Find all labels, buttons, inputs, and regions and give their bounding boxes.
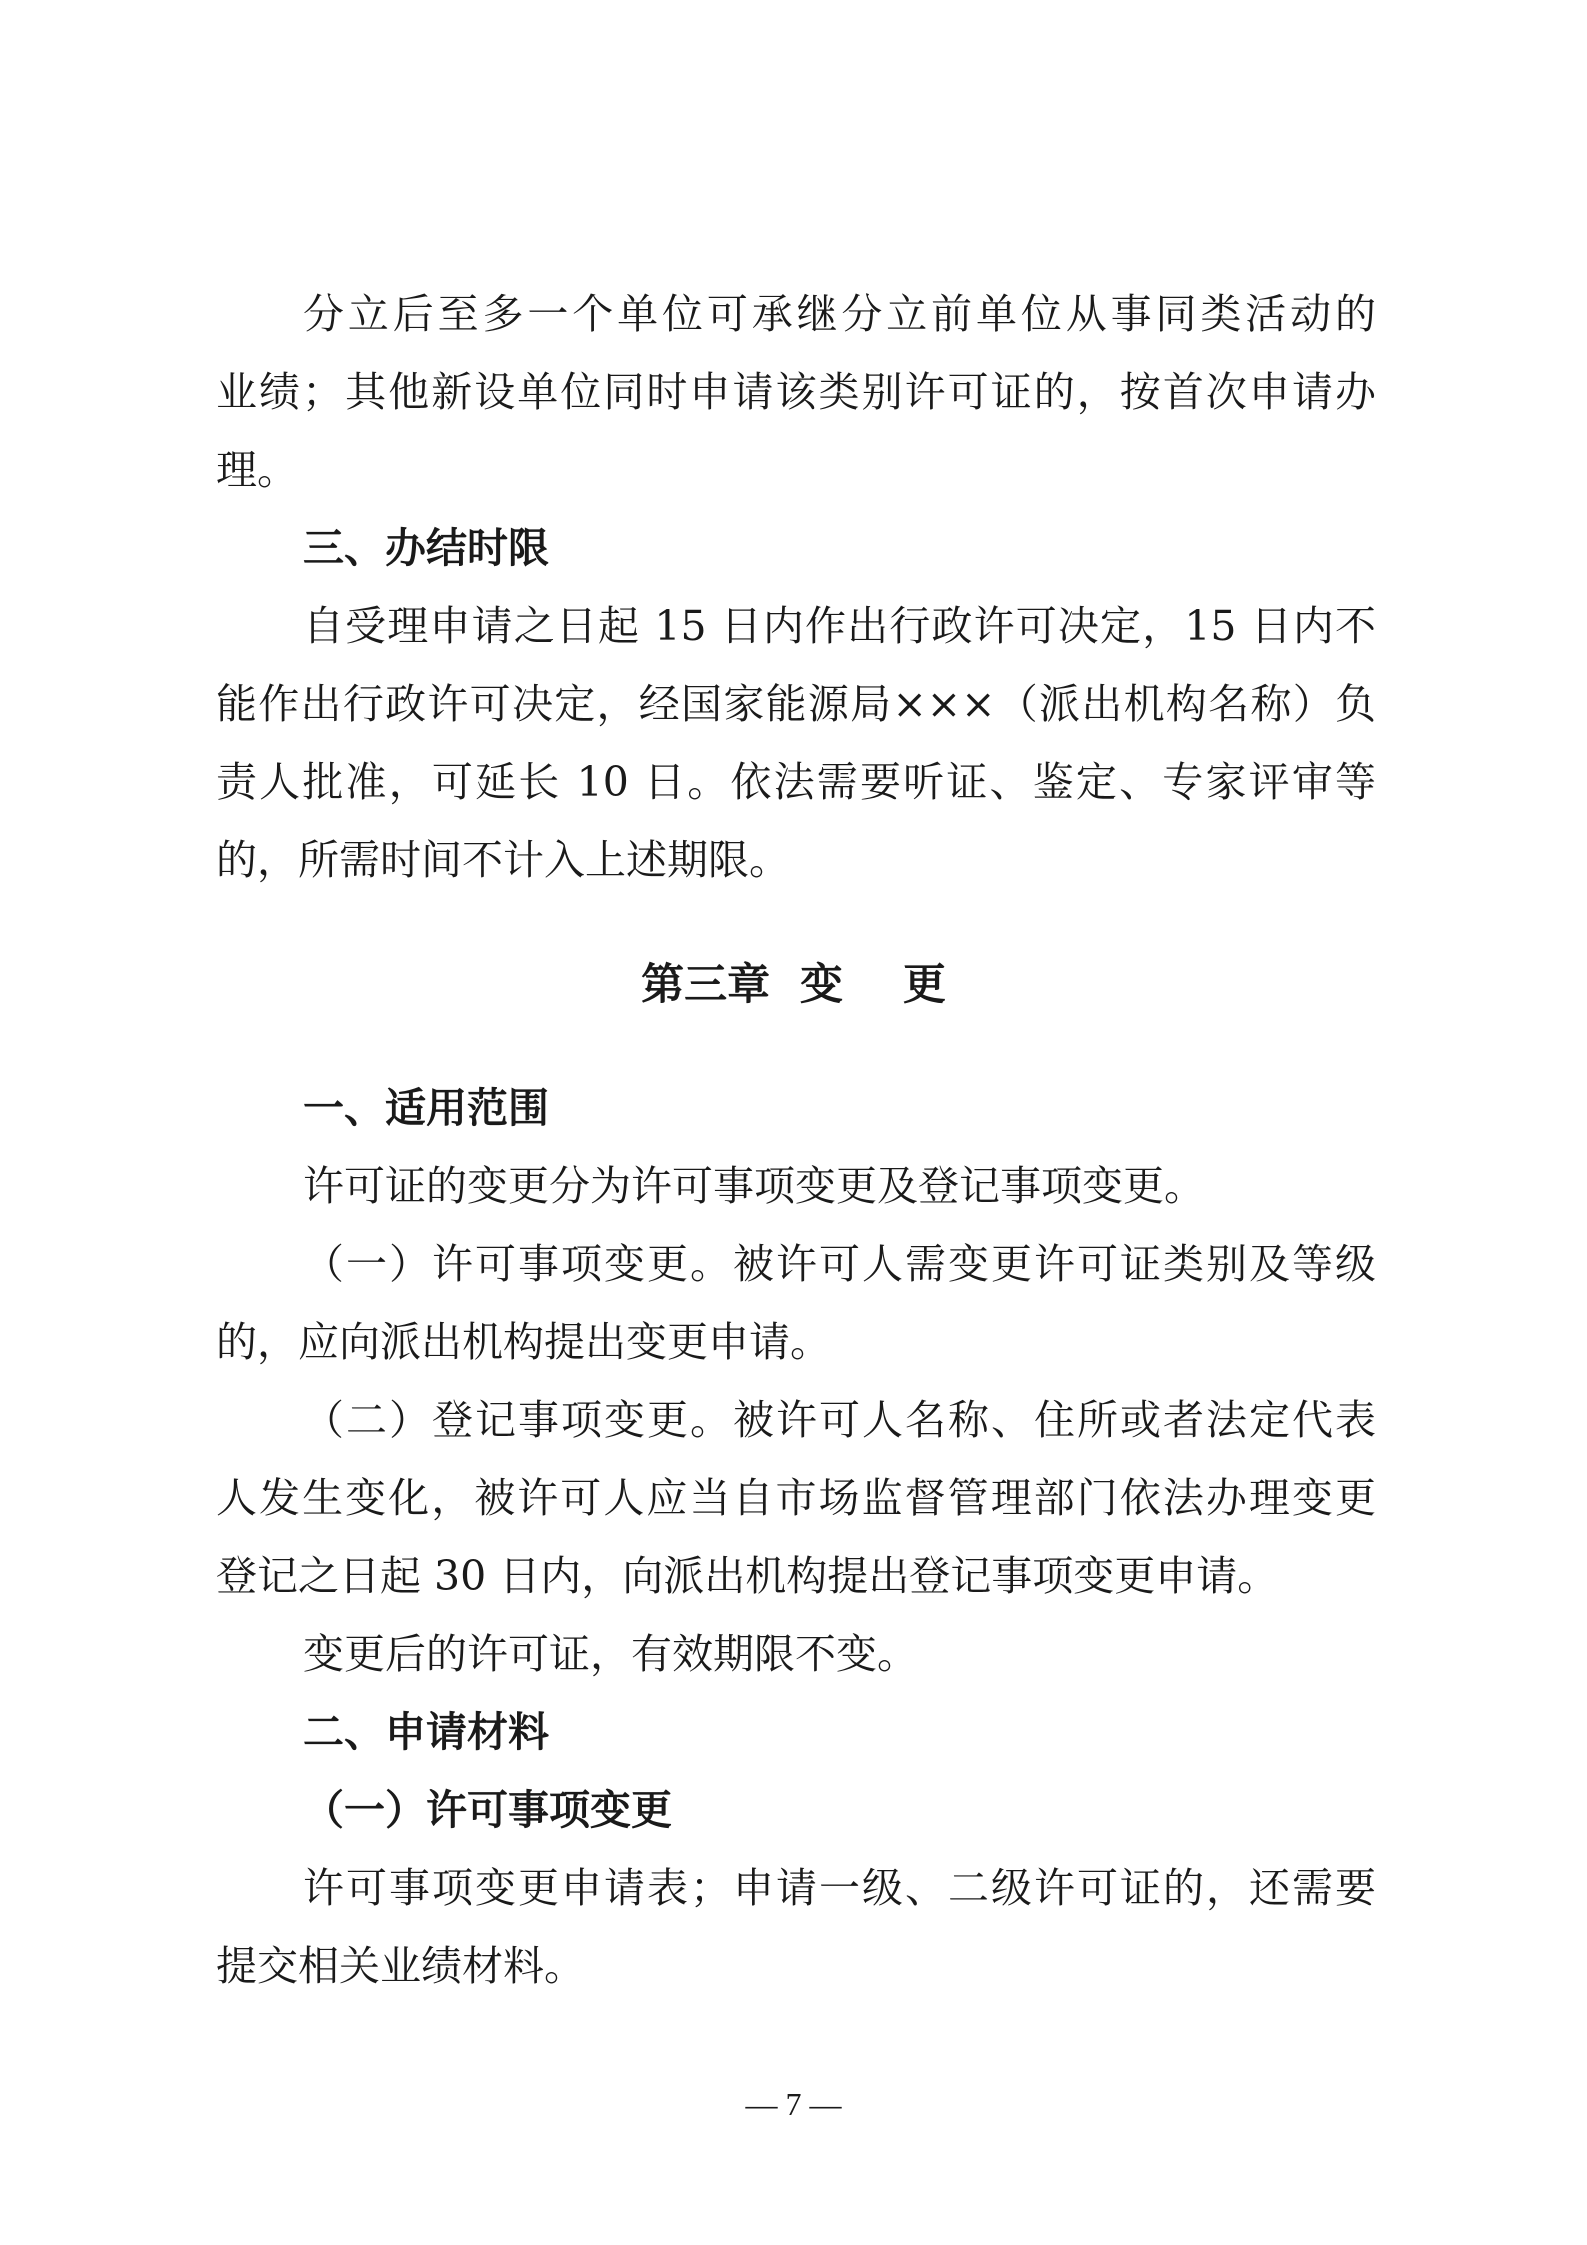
section-heading-materials: 二、申请材料 <box>303 1708 549 1756</box>
paragraph-line: 理。 <box>216 446 298 494</box>
paragraph-line: 的，所需时间不计入上述期限。 <box>216 836 790 884</box>
paragraph-line: 登记之日起 30 日内，向派出机构提出登记事项变更申请。 <box>216 1552 1279 1600</box>
paragraph-line: 责人批准，可延长 10 日。依法需要听证、鉴定、专家评审等 <box>216 758 1376 806</box>
paragraph-line: 自受理申请之日起 15 日内作出行政许可决定，15 日内不 <box>303 602 1376 650</box>
paragraph-line: 许可事项变更申请表；申请一级、二级许可证的，还需要 <box>303 1864 1376 1912</box>
page-number: — 7 — <box>745 2086 842 2122</box>
paragraph-line: 许可证的变更分为许可事项变更及登记事项变更。 <box>303 1162 1205 1210</box>
subsection-heading-license-change: （一）许可事项变更 <box>303 1786 672 1834</box>
paragraph-line: 提交相关业绩材料。 <box>216 1942 585 1990</box>
paragraph-line: 能作出行政许可决定，经国家能源局×××（派出机构名称）负 <box>216 680 1376 728</box>
paragraph-line: （二）登记事项变更。被许可人名称、住所或者法定代表 <box>303 1396 1376 1444</box>
paragraph-line: 人发生变化，被许可人应当自市场监督管理部门依法办理变更 <box>216 1474 1376 1522</box>
section-heading-scope: 一、适用范围 <box>303 1084 549 1132</box>
paragraph-line: 分立后至多一个单位可承继分立前单位从事同类活动的 <box>303 290 1376 338</box>
paragraph-line: （一）许可事项变更。被许可人需变更许可证类别及等级 <box>303 1240 1376 1288</box>
chapter-title: 第三章 变 更 <box>641 960 946 1010</box>
paragraph-line: 业绩；其他新设单位同时申请该类别许可证的，按首次申请办 <box>216 368 1376 416</box>
paragraph-line: 变更后的许可证，有效期限不变。 <box>303 1630 918 1678</box>
section-heading-time-limit: 三、办结时限 <box>303 524 549 572</box>
paragraph-line: 的，应向派出机构提出变更申请。 <box>216 1318 831 1366</box>
